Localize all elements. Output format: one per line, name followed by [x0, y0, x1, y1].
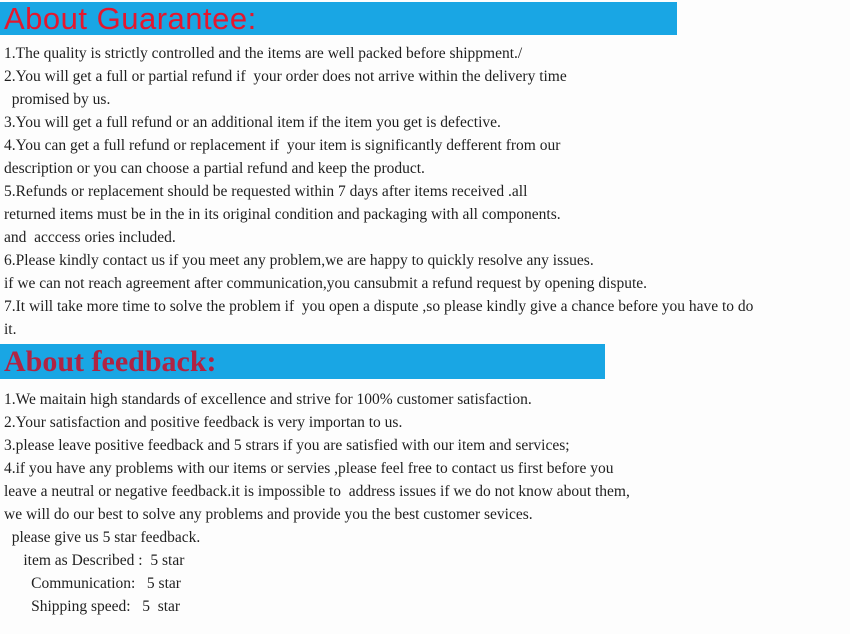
feedback-title: About feedback: [4, 344, 217, 378]
feedback-line-3: 3.please leave positive feedback and 5 strars if you are satisfied with our item and services; [4, 437, 570, 454]
feedback-rating-item-described: item as Described : 5 star [4, 552, 185, 569]
feedback-line-7: please give us 5 star feedback. [4, 529, 201, 546]
guarantee-line-7: 5.Refunds or replacement should be requested within 7 days after items received .all [4, 183, 528, 200]
feedback-line-5: leave a neutral or negative feedback.it is impossible to address issues if we do not know about them, [4, 483, 630, 500]
guarantee-line-3: promised by us. [4, 91, 111, 108]
feedback-line-2: 2.Your satisfaction and positive feedback is very importan to us. [4, 414, 403, 431]
feedback-section [0, 344, 850, 618]
guarantee-line-10: 6.Please kindly contact us if you meet any problem,we are happy to quickly resolve any issues. [4, 252, 594, 269]
guarantee-line-9: and acccess ories included. [4, 229, 176, 246]
feedback-line-1: 1.We maitain high standards of excellence and strive for 100% customer satisfaction. [4, 391, 532, 408]
feedback-text-block [0, 379, 850, 618]
guarantee-line-13: it. [4, 321, 17, 338]
guarantee-line-12: 7.It will take more time to solve the problem if you open a dispute ,so please kindly give a chance before you have to do [4, 298, 754, 315]
feedback-line-4: 4.if you have any problems with our items or servies ,please feel free to contact us first before you [4, 460, 614, 477]
feedback-line-6: we will do our best to solve any problems and provide you the best customer sevices. [4, 506, 533, 523]
feedback-rating-communication: Communication: 5 star [4, 575, 181, 592]
guarantee-line-8: returned items must be in the in its original condition and packaging with all components. [4, 206, 561, 223]
feedback-rating-shipping-speed: Shipping speed: 5 star [4, 598, 181, 615]
guarantee-line-11: if we can not reach agreement after communication,you cansubmit a refund request by opening dispute. [4, 275, 648, 292]
guarantee-line-5: 4.You can get a full refund or replacement if your item is significantly defferent from our [4, 137, 561, 154]
guarantee-header-bar [0, 2, 677, 35]
feedback-header-bar [0, 344, 605, 379]
guarantee-line-2: 2.You will get a full or partial refund if your order does not arrive within the delivery time [4, 68, 567, 85]
guarantee-title: About Guarantee: [4, 1, 257, 36]
guarantee-section [0, 2, 850, 341]
guarantee-line-6: description or you can choose a partial refund and keep the product. [4, 160, 425, 177]
guarantee-line-1: 1.The quality is strictly controlled and the items are well packed before shippment./ [4, 45, 523, 62]
guarantee-text-block [0, 35, 850, 341]
guarantee-line-4: 3.You will get a full refund or an additional item if the item you get is defective. [4, 114, 501, 131]
